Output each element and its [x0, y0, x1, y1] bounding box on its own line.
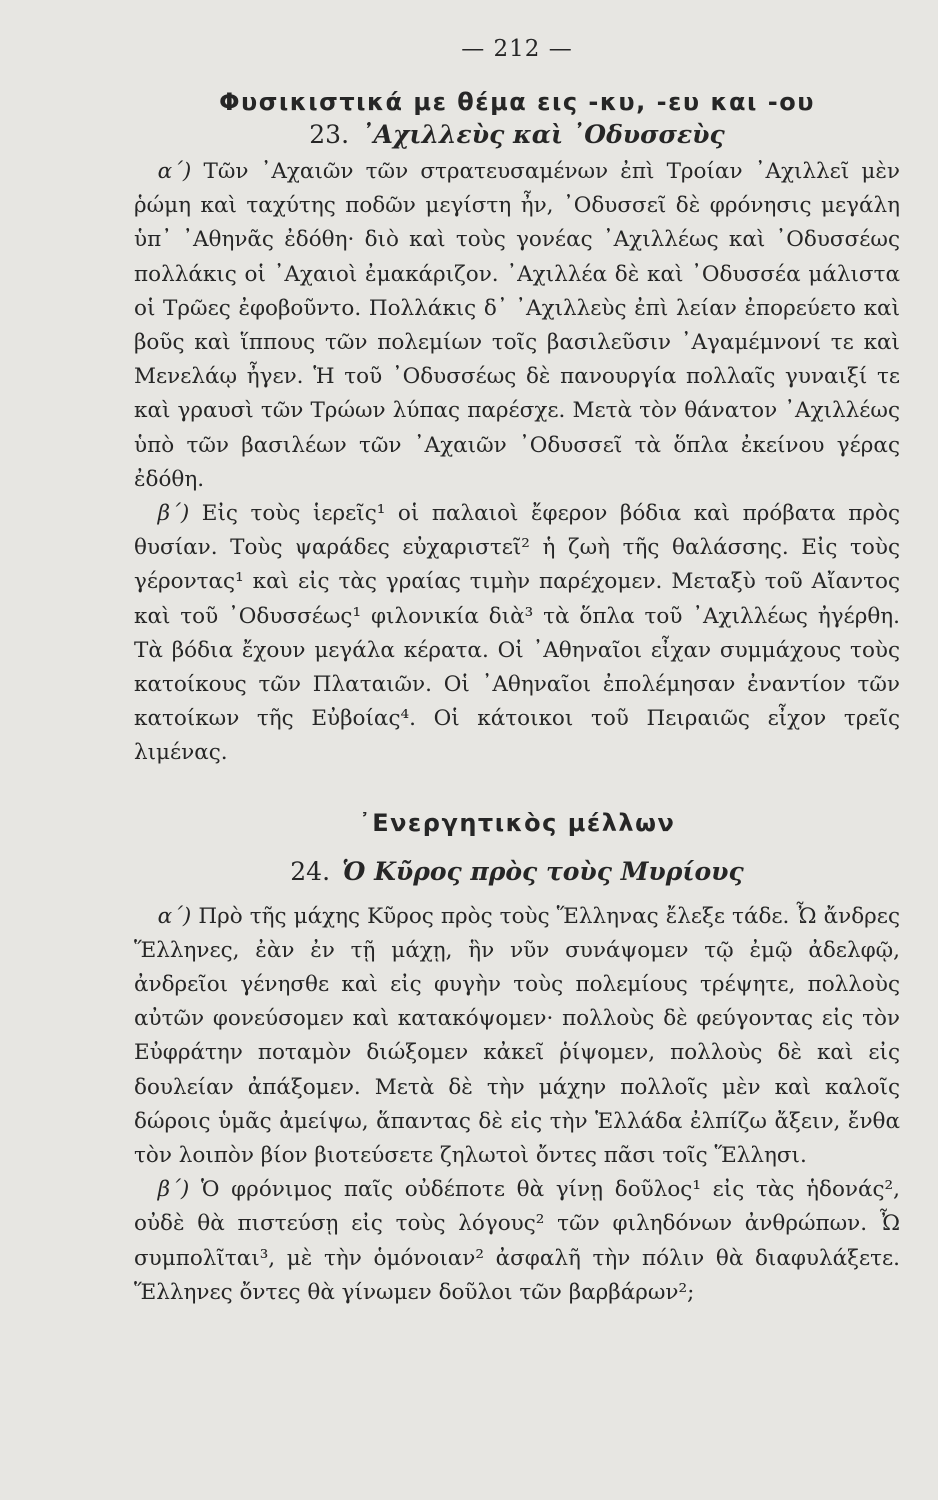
paragraph-text: Τῶν ᾿Αχαιῶν τῶν στρατευσαμένων ἐπὶ Τροίαν ᾿Αχιλλεῖ μὲν ῥώμη καὶ ταχύτης ποδῶν μεγίστη ἦν, ᾿Οδυσσεῖ δὲ φρόνησις μεγάλη ὑπ᾿ ᾿Αθηνᾶς ἐδόθη· διὸ καὶ τοὺς γονέας ᾿Αχιλλέως καὶ ᾿Οδυσσέως πολλάκις οἱ ᾿Αχαιοὶ ἐμακάριζον. ᾿Αχιλλέα δὲ καὶ ᾿Οδυσσέα μάλιστα οἱ Τρῶες ἐφοβοῦντο. Πολλάκις δ᾿ ᾿Αχιλλεὺς ἐπὶ λείαν ἐπορεύετο καὶ βοῦς καὶ ἵππους τῶν πολεμίων τοῖς βασιλεῦσιν ᾿Αγαμέμνονί τε καὶ Μενελάῳ ἦγεν. Ἡ τοῦ ᾿Οδυσσέως δὲ πανουργία πολλαῖς γυναιξί τε καὶ γραυσὶ τῶν Τρώων λύπας παρέσχε. Μετὰ τὸν θάνατον ᾿Αχιλλέως ὑπὸ τῶν βασιλέων τῶν ᾿Αχαιῶν ᾿Οδυσσεῖ τὰ ὅπλα ἐκείνου γέρας ἐδόθη. — [134, 159, 900, 492]
paragraph-marker: α΄) — [157, 159, 192, 184]
lesson-title-text: Ὁ Κῦρος πρὸς τοὺς Μυρίους — [342, 856, 744, 886]
paragraph — [134, 497, 900, 771]
paragraph-marker: α΄) — [157, 903, 192, 929]
section-heading: ᾿Ενεργητικὸς μέλλων — [358, 808, 676, 837]
paragraph-marker: β΄) — [157, 1177, 190, 1203]
paragraph — [134, 1173, 900, 1310]
paragraph-text: Ὁ φρόνιμος παῖς οὐδέποτε θὰ γίνῃ δοῦλος¹ εἰς τὰς ἡδονάς², οὐδὲ θὰ πιστεύσῃ εἰς τοὺς λόγους² τῶν φιληδόνων ἀνθρώπων. Ὦ συμπολῖται³, μὲ τὴν ὁμόνοιαν² ἀσφαλῆ τὴν πόλιν θὰ διαφυλάξετε. Ἕλληνες ὄντες θὰ γίνωμεν δοῦλοι τῶν βαρβάρων²; — [134, 1177, 900, 1305]
paragraph-marker: β΄) — [157, 501, 190, 527]
lesson-number: 24. — [290, 856, 331, 886]
lesson-number: 23. — [309, 120, 350, 149]
section-heading: Φυσικιστικά με θέμα εις -κυ, -ευ και -ου — [219, 88, 815, 116]
page-number: — 212 — — [461, 36, 573, 62]
section-verbs-stems — [134, 88, 900, 771]
paragraph — [134, 155, 900, 497]
paragraph-text: Εἰς τοὺς ἱερεῖς¹ οἱ παλαιοὶ ἔφερον βόδια καὶ πρόβατα πρὸς θυσίαν. Τοὺς ψαράδες εὐχαριστεῖ² ἡ ζωὴ τῆς θαλάσσης. Εἰς τοὺς γέροντας¹ καὶ εἰς τὰς γραίας τιμὴν παρέχομεν. Μεταξὺ τοῦ Αἴαντος καὶ τοῦ ᾿Οδυσσέως¹ φιλονικία διὰ³ τὰ ὅπλα τοῦ ᾿Αχιλλέως ἠγέρθη. Τὰ βόδια ἔχουν μεγάλα κέρατα. Οἱ ᾿Αθηναῖοι εἶχαν συμμάχους τοὺς κατοίκους τῶν Πλαταιῶν. Οἱ ᾿Αθηναῖοι ἐπολέμησαν ἐναντίον τῶν κατοίκων τῆς Εὐβοίας⁴. Οἱ κάτοικοι τοῦ Πειραιῶς εἶχον τρεῖς λιμένας. — [134, 501, 900, 766]
paragraph — [134, 900, 900, 1174]
lesson-title — [134, 120, 900, 149]
section-active-future — [134, 809, 900, 1310]
lesson-title — [134, 857, 900, 886]
lesson-title-text: ᾿Αχιλλεὺς καὶ ᾿Οδυσσεὺς — [361, 120, 725, 149]
paragraph-text: Πρὸ τῆς μάχης Κῦρος πρὸς τοὺς Ἕλληνας ἔλεξε τάδε. Ὦ ἄνδρες Ἕλληνες, ἐὰν ἐν τῇ μάχῃ, ἣν νῦν συνάψομεν τῷ ἐμῷ ἀδελφῷ, ἀνδρεῖοι γένησθε καὶ εἰς φυγὴν τοὺς πολεμίους τρέψητε, πολλοὺς αὐτῶν φονεύσομεν καὶ κατακόψομεν· πολλοὺς δὲ φεύγοντας εἰς τὸν Εὐφράτην ποταμὸν διώξομεν κἀκεῖ ῥίψομεν, πολλοὺς δὲ καὶ εἰς δουλείαν ἀπάξομεν. Μετὰ δὲ τὴν μάχην πολλοῖς μὲν καὶ καλοῖς δώροις ὑμᾶς ἀμείψω, ἅπαντας δὲ εἰς τὴν Ἑλλάδα ἐλπίζω ἄξειν, ἔνθα τὸν λοιπὸν βίον βιοτεύσετε ζηλωτοὶ ὄντες πᾶσι τοῖς Ἕλλησι. — [134, 903, 900, 1169]
